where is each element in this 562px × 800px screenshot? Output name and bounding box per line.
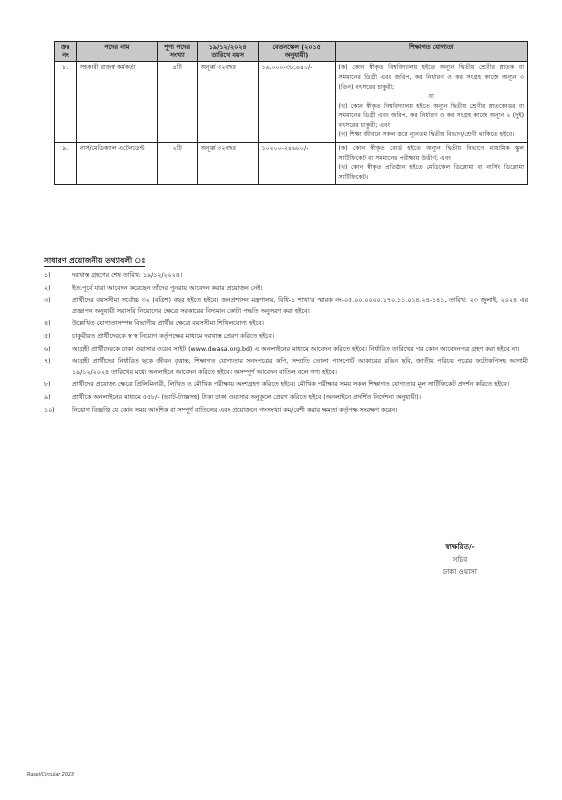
list-item [40, 271, 528, 281]
item-number: ১) [44, 272, 51, 279]
list-item [40, 296, 528, 316]
signature-organization: ঢাকা ওয়াসা [443, 567, 477, 576]
list-item [40, 284, 528, 294]
item-number: ৪) [44, 320, 51, 328]
header-vacancy: শূণ্য পদের সংখ্যা [157, 42, 197, 62]
list-item [40, 319, 528, 329]
item-text: আগ্রহী প্রার্থীদের নির্ধারিত ছকে জীবন বৃত্তান্ত, শিক্ষাগত যোগ্যতার সনদপত্রের কপি, সম্প্রতি তোলা পাসপোর্ট আকারের রঙিন ছবি, জাতীয় পরিচয় পত্রের ফটোকপিসহ আগামী ১৯/১২/২০২৪ তারিখের মধ্যে অনলাইনে আবেদন করিতে হইবে। অসম্পূর্ণ আবেদন বাতিল বলে গণ্য হইবে। [72, 358, 528, 376]
list-item [40, 380, 528, 390]
cell-vacancy: ৪টি [157, 61, 197, 142]
table-row [55, 61, 528, 142]
item-number: ৫) [44, 333, 51, 341]
item-number: ৩) [44, 297, 51, 305]
cell-age: অনূর্ধ্ব ৩২বছর [197, 61, 258, 142]
qualification-item: (খ) কোন স্বীকৃত প্রতিষ্ঠান হইতে মেডিকেল ডিপ্লোমা বা নার্সিং ডিপ্লোমা সার্টিফিকেট। [338, 164, 524, 181]
list-item [40, 357, 528, 377]
item-number: ৭) [44, 358, 51, 366]
general-info-heading: সাধারণ প্রয়োজনীয় তথ্যাবলী ঃ [44, 256, 146, 265]
footer-reference: Rasel/Circular 2023 [27, 773, 74, 778]
signature-signed: স্বাক্ষরিত/- [445, 542, 475, 551]
cell-post-name: নার্স/মেডিক্যাল এটেনডেন্ট [76, 142, 157, 184]
item-text: দরখাস্ত গ্রহণের শেষ তারিখ: ১৯/১২/২০২৪। [72, 272, 183, 279]
qualification-or: বা [428, 93, 434, 101]
general-info-list [40, 271, 528, 418]
cell-qualification [335, 142, 527, 184]
qualification-item: (খ) কোন স্বীকৃত বিশ্ববিদ্যালয় হইতে অন্যূন দ্বিতীয় শ্রেণীর স্নাতকোত্তর বা সমমানের ডিগ্রী এবং জরিপ, কর নির্ধারণ ও কর সংগ্রহ কাজে অন্যূন ২ (দুই) বৎসরের চাকুরী; এবং [338, 102, 524, 129]
item-text: প্রার্থীদের প্রযোজ্য ক্ষেত্রে প্রিলিমিনারী, লিখিত ও মৌখিক পরীক্ষায় অংশগ্রহণ করিতে হইবে। মৌখিক পরীক্ষার সময় সকল শিক্ষাগত যোগ্যতার মূল সার্টিফিকেট প্রদর্শন করিতে হইবে। [72, 381, 510, 389]
item-number: ২) [44, 284, 51, 292]
item-text: ইত:পূর্বে যারা আবেদন করেছেন তাঁদের পুনরায় আবেদন করার প্রয়োজন নেই। [72, 284, 263, 292]
table-header-row [55, 42, 528, 62]
item-number: ১০) [44, 406, 55, 414]
item-text: প্রার্থীদের বয়সসীমা সর্বোচ্চ ৩২ (বত্রিশ) বছর হইতে হইবে। জনপ্রশাসন মন্ত্রণালয়, বিধি-১ শাখা'র স্মারক নং-০৫.০০.০০০০.১৭০.১১.০১৪.২৪-১৪১, তারিখ: ২৩ জুলাই, ২০২৪ এর প্রজ্ঞাপন অনুযায়ী সরাসরি নিয়োগের ক্ষেত্রে সরকারের বিদ্যমান কোটা পদ্ধতি অনুসরণ করা হইবে। [72, 297, 528, 315]
item-text: নিয়োগ বিজ্ঞপ্তি যে কোন সময় আংশিক বা সম্পূর্ণ বাতিলের এবং প্রয়োজনে পদসংখ্যা কম/বেশী করার ক্ষমতা কর্তৃপক্ষ সংরক্ষণ করেন। [72, 406, 398, 414]
item-text: প্রার্থীকে অনলাইনের মাধ্যমে ৫৫৮/- (ভ্যাট-ট্যাক্সসহ) টাকা ঢাকা ওয়াসার অনুকূলে প্রেরণ করিতে হইবে (অনলাইনে প্রদর্শিত নির্দেশনা অনুযায়ী)। [72, 394, 421, 402]
item-number: ৯) [44, 394, 51, 402]
header-serial: ক্রঃ নং [55, 42, 77, 62]
header-post-name: পদের নাম [76, 42, 157, 62]
cell-age: অনূর্ধ্ব ৩২বছর [197, 142, 258, 184]
item-text: উল্লেখিত যোগ্যতাসম্পন্ন বিভাগীয় প্রার্থীর ক্ষেত্রে বয়সসীমা শিথিলযোগ্য হইবে। [72, 320, 264, 328]
cell-post-name: সহকারী রাজস্ব কর্মকর্তা [76, 61, 157, 142]
list-item [40, 393, 528, 403]
item-text: চাকুরীরত প্রার্থীদেরকে স্ব স্ব নিয়োগ কর্তৃপক্ষের মাধ্যমে দরখাস্ত প্রেরণ করিতে হইবে। [72, 333, 274, 341]
qualification-item: (ক) কোন স্বীকৃত বিশ্ববিদ্যালয় হইতে অন্যূন দ্বিতীয় শ্রেণীর স্নাতক বা সমমানের ডিগ্রী এবং জরিপ, কর নির্ধারণ ও কর সংগ্রহ কাজে অন্যূন ৩ (তিন) বৎসরের চাকুরী; [338, 64, 524, 91]
qualification-item: (ক) কোন স্বীকৃত বোর্ড হইতে অন্যূন দ্বিতীয় বিভাগে মাধ্যমিক স্কুল সার্টিফিকেট বা সমমানের পরীক্ষায় উত্তীর্ণ; এবং [338, 145, 524, 162]
table-row [55, 142, 528, 184]
general-info-title [44, 255, 145, 268]
cell-serial: ৮. [55, 61, 77, 142]
header-age: ১৯/১২/২০২৪ তারিখে বয়স [197, 42, 258, 62]
list-item [40, 345, 528, 355]
header-pay-scale: বেতনস্কেল (২০১৫ অনুযায়ী) [258, 42, 335, 62]
signature-designation: সচিব [452, 554, 468, 564]
cell-pay-scale: ১০২০০-২৪৬৮০/- [258, 142, 335, 184]
vacancy-table [54, 41, 528, 185]
cell-pay-scale: ১৬,০০০-৩৮,৬৪০/- [258, 61, 335, 142]
cell-qualification [335, 61, 527, 142]
qualification-item: (গ) শিক্ষা জীবনে সকল স্তরে ন্যূনতম দ্বিতীয় বিভাগ/শ্রেণী থাকিতে হইবে। [338, 131, 515, 139]
signature-block [400, 541, 520, 579]
item-number: ৮) [44, 381, 51, 389]
list-item [40, 406, 528, 416]
cell-serial: ৯. [55, 142, 77, 184]
cell-vacancy: ২টি [157, 142, 197, 184]
item-text: আগ্রহী প্রার্থীদেরকে ঢাকা ওয়াসার ওয়েব সাইট (www.dwasa.org.bd) এ অনলাইনের মাধ্যমে আবেদন করিতে হইবে। নির্ধারিত তারিখের পর কোন আবেদনপত্র গ্রহণ করা হইবে না। [72, 345, 520, 353]
list-item [40, 332, 528, 342]
header-qualification: শিক্ষাগত যোগ্যতা [335, 42, 527, 62]
item-number: ৬) [44, 345, 51, 353]
